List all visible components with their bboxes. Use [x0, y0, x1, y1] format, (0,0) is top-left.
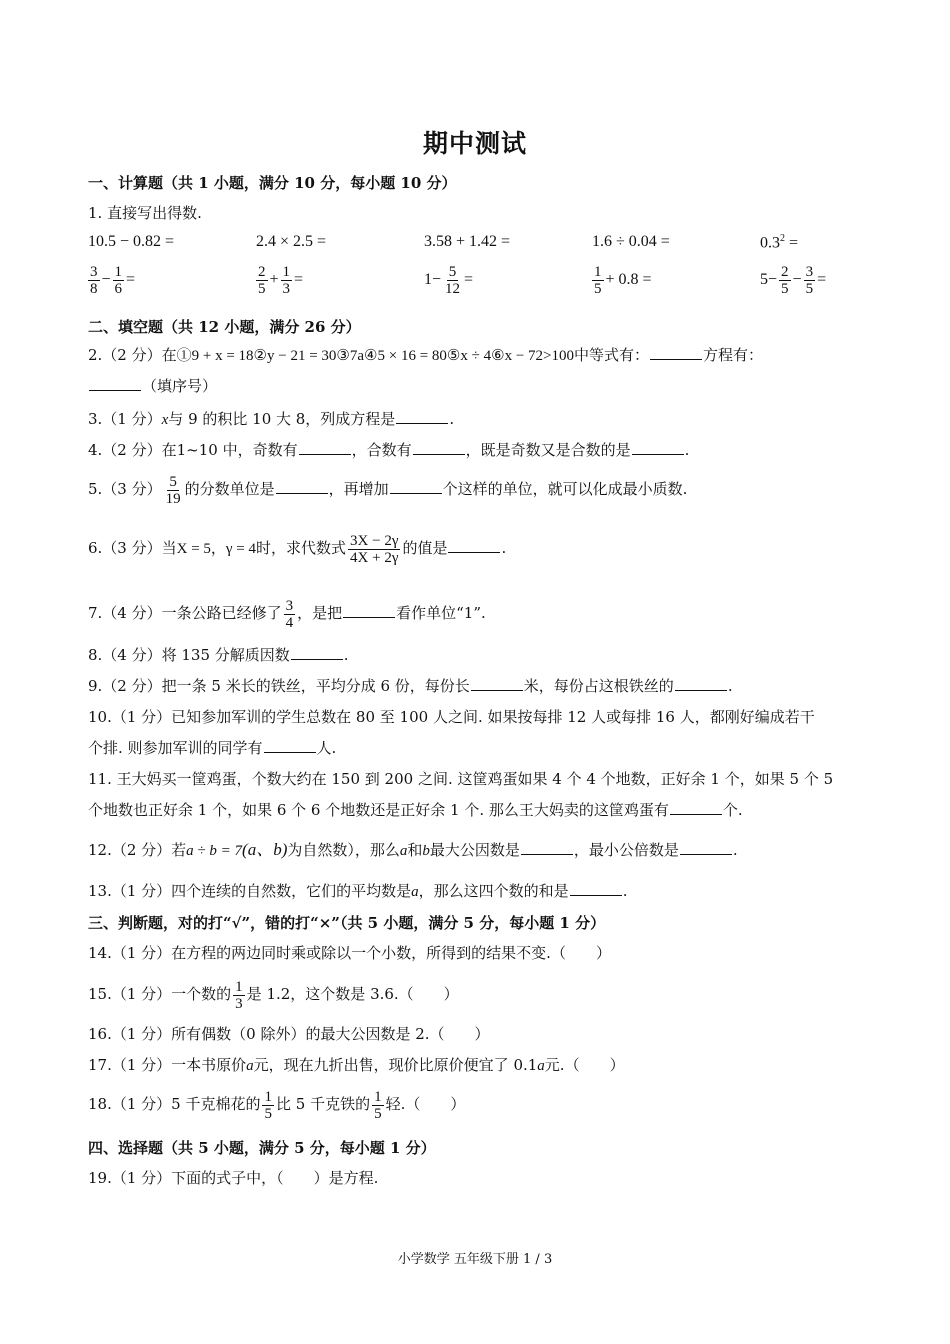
math-expr: x ÷ 4 [460, 348, 492, 364]
fraction: $\frac{1}{6}$ [114, 264, 123, 297]
q-text: . [449, 410, 455, 428]
question-15 [88, 975, 459, 1013]
answer-blank[interactable] [299, 440, 351, 455]
minus-sign: − [768, 271, 778, 289]
calc-item-8 [424, 264, 473, 297]
q-text: . [622, 882, 628, 900]
q-text: 4.（2 分）在1~10 中，奇数有 [88, 441, 298, 459]
calc-item-6 [86, 264, 135, 297]
answer-blank[interactable] [471, 676, 523, 691]
answer-blank[interactable] [413, 440, 465, 455]
math-expr: X = 5， [176, 541, 226, 557]
q-text: ，再增加 [328, 480, 389, 498]
q-text: 15.（1 分）一个数的 [88, 985, 232, 1003]
question-13 [88, 881, 627, 902]
q-text: 米，每份占这根铁丝的 [523, 677, 674, 695]
fraction: $\frac{2}{5}$ [258, 264, 266, 297]
q-text: . [501, 539, 507, 557]
fraction: $\frac{1}{5}$ [594, 264, 602, 297]
math-var: a [399, 843, 408, 859]
question-7 [88, 594, 486, 632]
equals-sign: = [294, 271, 304, 289]
q-text: . [732, 841, 738, 859]
q-text: 看作单位“1”. [396, 604, 486, 622]
answer-blank[interactable] [343, 603, 395, 618]
page-footer: 小学数学 五年级下册 1 / 3 [397, 1252, 553, 1267]
q-text: 方程有： [703, 346, 764, 364]
q-text: 个. [722, 801, 743, 819]
calc-item-4: 1.6 ÷ 0.04 = [592, 233, 670, 250]
q-text: 时，求代数式 [256, 539, 347, 557]
math-expr: 7a [349, 348, 365, 364]
fraction-numerator: 3 [285, 597, 294, 614]
question-4 [88, 440, 689, 460]
calc-item-5 [760, 233, 798, 252]
question-2-line-2 [88, 376, 217, 396]
answer-blank[interactable] [670, 800, 722, 815]
q-text: 5.（3 分） [88, 480, 162, 498]
question-19: 19.（1 分）下面的式子中，（ ）是方程. [88, 1169, 379, 1187]
section-heading-fill: 二、填空题（共 12 小题，满分 26 分） [88, 318, 361, 336]
q-text: 是 1.2，这个数是 3.6.（ ） [246, 985, 459, 1003]
calc-item-9 [590, 264, 652, 297]
q-text: ④ [364, 346, 378, 364]
calc-item-10 [760, 264, 826, 297]
question-16: 16.（1 分）所有偶数（0 除外）的最大公因数是 2.（ ） [88, 1025, 490, 1043]
q-text: 和 [407, 841, 423, 859]
q-text: 人. [316, 739, 337, 757]
q-text: 的分数单位是 [184, 480, 275, 498]
number: 5 [760, 271, 768, 289]
q-text: 轻.（ ） [385, 1095, 466, 1113]
plus-sign: + [269, 271, 279, 289]
q-text: 个地数也正好余 1 个，如果 6 个 6 个地数还是正好余 1 个. 那么王大妈卖的这筐鸡蛋有 [88, 801, 669, 819]
question-3 [88, 409, 454, 430]
answer-blank[interactable] [521, 840, 573, 855]
math-expr: γ = 4 [225, 541, 257, 557]
fraction-denominator: 3 [235, 995, 243, 1012]
q-text: 6.（3 分）当 [88, 539, 177, 557]
q-text: ，既是奇数又是合数的是 [465, 441, 631, 459]
math-expr: y − 21 = 30 [267, 348, 337, 364]
question-6 [88, 528, 506, 569]
math-var: a [537, 1058, 545, 1074]
q-text: 9.（2 分）把一条 5 米长的铁丝，平均分成 6 份，每份长 [88, 677, 470, 695]
math-var: b [422, 843, 430, 859]
section-heading-choice: 四、选择题（共 5 小题，满分 5 分，每小题 1 分） [88, 1139, 436, 1157]
fraction-numerator: 1 [235, 978, 243, 995]
q-text: 元.（ ） [544, 1056, 625, 1074]
q-text: 18.（1 分）5 千克棉花的 [88, 1095, 261, 1113]
fraction-denominator: 4 [285, 614, 294, 631]
question-11-line-1: 11. 王大妈买一筐鸡蛋，个数大约在 150 到 200 之间. 这筐鸡蛋如果 4 个 4 个地数，正好余 1 个，如果 5 个 5 [88, 770, 834, 788]
math-expr: a ÷ b = 7 [186, 843, 243, 859]
fraction: $\frac{3}{8}$ [90, 264, 98, 297]
q-text: 元，现在九折出售，现价比原价便宜了 0.1 [253, 1056, 538, 1074]
page-title: 期中测试 [422, 129, 527, 158]
q-text: 8.（4 分）将 135 分解质因数 [88, 646, 290, 664]
math-expr: 9 + x = 18 [191, 348, 254, 364]
q-text: . [727, 677, 733, 695]
answer-blank[interactable] [632, 440, 684, 455]
minus-sign: − [101, 271, 111, 289]
math-var: x [161, 412, 169, 428]
fraction [233, 979, 245, 1012]
fraction-numerator: 1 [264, 1088, 272, 1105]
q-text: 个排. 则参加军训的同学有 [88, 739, 263, 757]
q-text: 中等式有： [573, 346, 649, 364]
answer-blank[interactable] [650, 345, 702, 360]
q-text: ⑥ [491, 346, 505, 364]
fraction [348, 533, 400, 566]
fraction [164, 474, 183, 507]
q-text: （填序号） [142, 377, 218, 395]
minus-sign: − [792, 271, 802, 289]
answer-blank[interactable] [276, 479, 328, 494]
calc-item-1: 10.5 − 0.82 = [88, 233, 175, 250]
question-1-stem: 1. 直接写出得数. [88, 204, 202, 222]
fraction-numerator: 1 [374, 1088, 382, 1105]
q-text: 12.（2 分）若 [88, 841, 187, 859]
equals-sign: = [817, 271, 827, 289]
q-text: 个这样的单位，就可以化成最小质数. [442, 480, 688, 498]
fraction-denominator: 5 [264, 1105, 272, 1122]
calc-item-3: 3.58 + 1.42 = [424, 233, 511, 250]
q-text: ，合数有 [351, 441, 412, 459]
calc-item-5-exponent: 2 [780, 233, 785, 244]
answer-blank[interactable] [89, 376, 141, 391]
math-expr: x − 72>100 [504, 348, 574, 364]
fraction-numerator: 5 [169, 473, 177, 490]
fraction-denominator: 4X + 2γ [350, 549, 399, 566]
fraction-numerator: 3X − 2γ [350, 532, 399, 549]
math-var: a [246, 1058, 254, 1074]
fraction [262, 1089, 274, 1122]
equals-sign: = [126, 271, 136, 289]
answer-blank[interactable] [675, 676, 727, 691]
answer-blank[interactable] [680, 840, 732, 855]
q-text: 的值是 [402, 539, 448, 557]
equals-sign: = [464, 271, 474, 289]
question-11-line-2 [88, 800, 743, 820]
number: 1 [424, 271, 432, 289]
q-text: ，是把 [297, 604, 343, 622]
answer-blank[interactable] [396, 409, 448, 424]
q-text: . [684, 441, 690, 459]
question-12 [88, 840, 738, 861]
question-17 [88, 1055, 625, 1076]
q-text: ，那么这四个数的和是 [418, 882, 569, 900]
q-text: ② [253, 346, 267, 364]
section-heading-calc: 一、计算题（共 1 小题，满分 10 分，每小题 10 分） [88, 174, 457, 192]
q-text: 为自然数），那么 [287, 841, 400, 859]
q-text: 比 5 千克铁的 [275, 1095, 371, 1113]
q-text: 最大公因数是 [429, 841, 520, 859]
answer-blank[interactable] [448, 538, 500, 553]
question-2-line-1 [88, 345, 763, 366]
answer-blank[interactable] [570, 881, 622, 896]
answer-blank[interactable] [390, 479, 442, 494]
fraction-denominator: 5 [374, 1105, 382, 1122]
q-text: 3.（1 分） [88, 410, 162, 428]
fraction [372, 1089, 384, 1122]
minus-sign: − [432, 271, 442, 289]
fraction: $\frac{5}{12}$ [445, 264, 461, 297]
question-14: 14.（1 分）在方程的两边同时乘或除以一个小数，所得到的结果不变.（ ） [88, 944, 611, 962]
q-text: 7.（4 分）一条公路已经修了 [88, 604, 282, 622]
q-text: ③ [336, 346, 350, 364]
q-text: . [343, 646, 349, 664]
fraction [284, 598, 296, 631]
calc-tail: + 0.8 = [605, 271, 652, 289]
math-expr: 5 × 16 = 80 [377, 348, 447, 364]
question-10-line-1: 10.（1 分）已知参加军训的学生总数在 80 至 100 人之间. 如果按每排 12 人或每排 16 人，都刚好编成若干 [88, 708, 815, 726]
answer-blank[interactable] [264, 738, 316, 753]
q-text: 与 9 的积比 10 大 8，列成方程是 [168, 410, 396, 428]
q-text: ，最小公倍数是 [573, 841, 679, 859]
calc-item-5-equals: = [785, 234, 799, 252]
fraction: $\frac{3}{5}$ [805, 264, 814, 297]
math-expr: (a、b) [242, 840, 288, 859]
q-text: 2.（2 分）在① [88, 346, 192, 364]
calc-item-2: 2.4 × 2.5 = [256, 233, 327, 250]
fraction-denominator: 19 [165, 490, 181, 507]
question-18 [88, 1085, 465, 1123]
q-text: 17.（1 分）一本书原价 [88, 1056, 247, 1074]
question-5 [88, 470, 687, 508]
question-9 [88, 676, 733, 696]
answer-blank[interactable] [291, 645, 343, 660]
q-text: 13.（1 分）四个连续的自然数，它们的平均数是 [88, 882, 412, 900]
fraction: $\frac{1}{3}$ [282, 264, 291, 297]
math-var: a [411, 884, 419, 900]
calc-item-5-base: 0.3 [760, 234, 780, 252]
section-heading-judge: 三、判断题，对的打“√”，错的打“×”（共 5 小题，满分 5 分，每小题 1 分） [88, 914, 606, 932]
question-8 [88, 645, 349, 665]
fraction: $\frac{2}{5}$ [781, 264, 789, 297]
calc-item-7 [254, 264, 303, 297]
q-text: ⑤ [446, 346, 461, 364]
question-10-line-2 [88, 738, 336, 758]
